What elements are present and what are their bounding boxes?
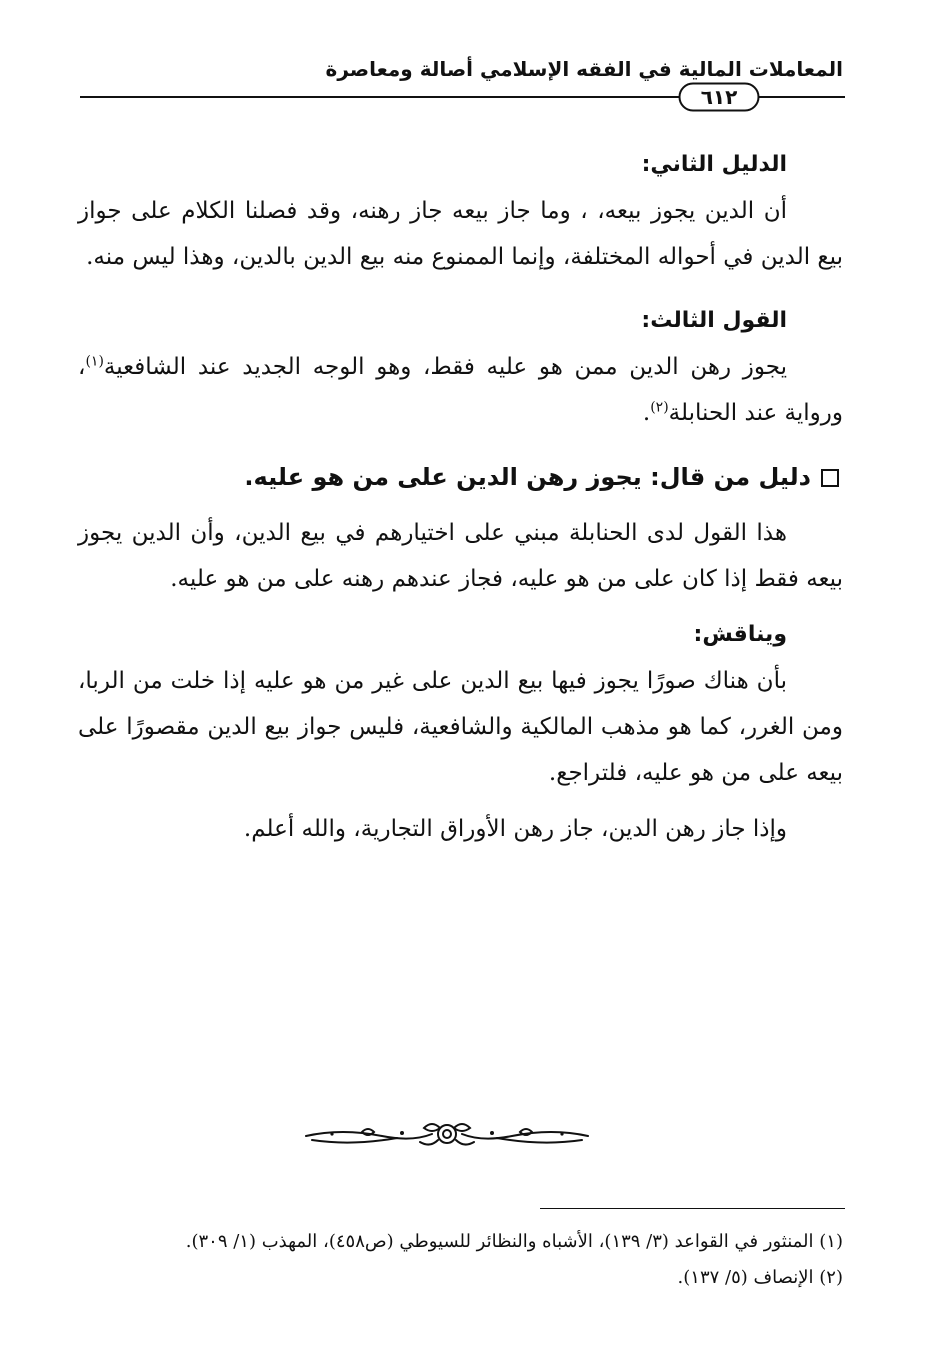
paragraph-conclusion: وإذا جاز رهن الدين، جاز رهن الأوراق التجارية، والله أعلم. — [243, 816, 787, 842]
paragraph-third-opinion-text-c: . — [642, 400, 651, 426]
heading-discussion: ويناقش: — [693, 622, 787, 647]
footnote-separator — [540, 1208, 845, 1209]
heading-third-opinion: القول الثالث: — [641, 308, 787, 333]
section-heading-evidence — [78, 454, 843, 500]
page-number: ٦١٢ — [700, 85, 738, 109]
heading-second-evidence: الدليل الثاني: — [641, 152, 787, 177]
running-header-title: المعاملات المالية في الفقه الإسلامي أصالة ومعاصرة — [325, 57, 843, 81]
paragraph-second-evidence: أن الدين يجوز بيعه، ، وما جاز بيعه جاز رهنه، وقد فصلنا الكلام على جواز بيع الدين في أحواله المختلفة، وإنما الممنوع منه بيع الدين بالدين، وهذا ليس منه. — [78, 198, 843, 270]
square-bullet-icon — [821, 469, 839, 487]
footnote-1: (١) المنثور في القواعد (٣/ ١٣٩)، الأشباه والنظائر للسيوطي (ص٤٥٨)، المهذب (١/ ٣٠٩). — [185, 1231, 843, 1252]
footnote-ref-1: (١) — [85, 353, 104, 370]
paragraph-discussion: بأن هناك صورًا يجوز فيها بيع الدين على غير من هو عليه إذا خلت من الربا، ومن الغرر، كما هو مذهب المالكية والشافعية، فليس جواز بيع الدين مقصورًا على بيعه على من هو عليه، فلتراجع. — [78, 668, 843, 786]
paragraph-third-opinion-text-b: ، ورواية عند الحنابلة — [78, 354, 843, 426]
page-content — [78, 142, 843, 870]
section-heading-text: دليل من قال: يجوز رهن الدين على من هو عليه. — [244, 463, 811, 491]
page-number-badge — [678, 82, 760, 112]
paragraph-third-opinion-text-a: يجوز رهن الدين ممن هو عليه فقط، وهو الوجه الجديد عند الشافعية — [103, 354, 787, 380]
footnote-ref-2: (٢) — [650, 399, 669, 416]
ornament-divider-icon — [302, 1118, 592, 1150]
paragraph-hanbali-view: هذا القول لدى الحنابلة مبني على اختيارهم في بيع الدين، وأن الدين يجوز بيعه فقط إذا كان على من هو عليه، فجاز عندهم رهنه على من هو عليه. — [78, 520, 843, 592]
footnote-2: (٢) الإنصاف (٥/ ١٣٧). — [677, 1267, 843, 1288]
paragraph-third-opinion — [78, 344, 843, 436]
footnotes — [78, 1224, 843, 1296]
